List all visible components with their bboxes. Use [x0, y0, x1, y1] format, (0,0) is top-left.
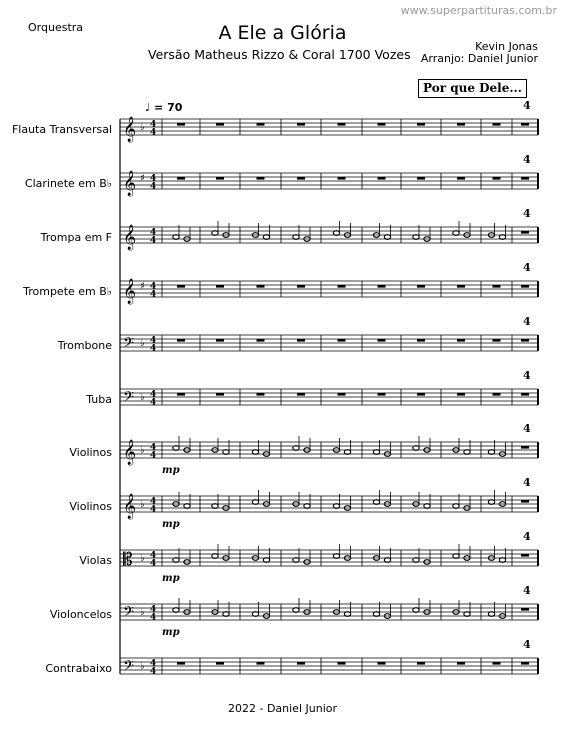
whole-rest [297, 339, 305, 342]
key-flat: ♭ [140, 122, 145, 133]
whole-rest [177, 123, 185, 126]
whole-rest [457, 393, 465, 396]
instrument-name: Violas [79, 554, 112, 567]
time-signature-bottom: 4 [150, 344, 157, 354]
whole-rest [457, 123, 465, 126]
time-signature-bottom: 4 [150, 451, 157, 461]
whole-rest [257, 393, 265, 396]
time-signature-bottom: 4 [150, 505, 157, 515]
note-head [453, 504, 459, 509]
note-head [413, 608, 419, 613]
note-head [333, 231, 339, 236]
whole-rest [177, 339, 185, 342]
whole-rest [521, 123, 529, 126]
whole-rest [257, 339, 265, 342]
next-time-signature: 4 [523, 369, 531, 382]
instrument-name: Trombone [57, 339, 112, 352]
arranger: Arranjo: Daniel Junior [420, 52, 538, 65]
key-flat: ♭ [140, 338, 145, 349]
note-head [384, 558, 390, 563]
note-head [373, 500, 379, 505]
time-signature-top: 4 [150, 390, 157, 400]
note-head [173, 608, 179, 613]
note-head [173, 558, 179, 563]
clef-treble: 𝄞 [123, 279, 137, 304]
time-signature-bottom: 4 [150, 613, 157, 623]
whole-rest [216, 123, 224, 126]
note-head [263, 235, 269, 240]
whole-rest [493, 177, 501, 180]
key-flat: ♭ [140, 553, 145, 564]
time-signature-top: 4 [150, 443, 157, 453]
ensemble-label: Orquestra [28, 21, 84, 34]
note-head [263, 558, 269, 563]
whole-rest [216, 285, 224, 288]
note-head [212, 554, 218, 559]
note-head [464, 612, 470, 617]
whole-rest [457, 662, 465, 665]
key-sharp: ♯ [140, 281, 145, 292]
time-signature-top: 4 [150, 497, 157, 507]
time-signature-top: 4 [150, 174, 157, 184]
note-head [252, 450, 258, 455]
whole-rest [338, 339, 346, 342]
whole-rest [521, 339, 529, 342]
whole-rest [417, 339, 425, 342]
whole-rest [521, 608, 529, 611]
note-head [424, 504, 430, 509]
whole-rest [493, 393, 501, 396]
note-head [344, 450, 350, 455]
whole-rest [521, 177, 529, 180]
note-head [488, 450, 494, 455]
whole-rest [417, 177, 425, 180]
whole-rest [378, 285, 386, 288]
key-sharp: ♯ [140, 173, 145, 184]
note-head [252, 500, 258, 505]
score-subtitle: Versão Matheus Rizzo & Coral 1700 Vozes [148, 47, 411, 62]
whole-rest [216, 339, 224, 342]
whole-rest [378, 393, 386, 396]
note-head [453, 231, 459, 236]
score-title: A Ele a Glória [218, 22, 347, 44]
note-head [223, 450, 229, 455]
dynamic-marking: mp [162, 465, 180, 476]
next-time-signature: 4 [523, 638, 531, 651]
time-signature-top: 4 [150, 659, 157, 669]
whole-rest [297, 662, 305, 665]
instrument-name: Tuba [86, 393, 112, 406]
note-head [293, 235, 299, 240]
next-time-signature: 4 [523, 261, 531, 274]
whole-rest [417, 393, 425, 396]
note-head [464, 450, 470, 455]
next-time-signature: 4 [523, 584, 531, 597]
instrument-name: Trompete em B♭ [23, 285, 112, 298]
instrument-name: Violoncelos [49, 608, 112, 621]
time-signature-bottom: 4 [150, 182, 157, 192]
whole-rest [297, 177, 305, 180]
whole-rest [521, 393, 529, 396]
whole-rest [521, 285, 529, 288]
note-head [333, 554, 339, 559]
whole-rest [338, 177, 346, 180]
time-signature-top: 4 [150, 336, 157, 346]
whole-rest [338, 393, 346, 396]
note-head [488, 500, 494, 505]
whole-rest [338, 285, 346, 288]
time-signature-bottom: 4 [150, 236, 157, 246]
whole-rest [177, 393, 185, 396]
whole-rest [493, 285, 501, 288]
whole-rest [493, 339, 501, 342]
time-signature-top: 4 [150, 282, 157, 292]
clef-treble: 𝄞 [123, 494, 137, 519]
whole-rest [297, 285, 305, 288]
time-signature-top: 4 [150, 120, 157, 130]
next-time-signature: 4 [523, 315, 531, 328]
whole-rest [417, 123, 425, 126]
note-head [223, 612, 229, 617]
note-head [384, 235, 390, 240]
note-head [293, 558, 299, 563]
whole-rest [457, 177, 465, 180]
key-flat: ♭ [140, 661, 145, 672]
whole-rest [493, 662, 501, 665]
clef-treble: 𝄞 [123, 440, 137, 465]
whole-rest [417, 662, 425, 665]
note-head [499, 558, 505, 563]
whole-rest [378, 662, 386, 665]
whole-rest [378, 339, 386, 342]
note-head [293, 446, 299, 451]
whole-rest [297, 393, 305, 396]
next-time-signature: 4 [523, 530, 531, 543]
clef-bass: 𝄢 [123, 658, 134, 678]
note-head [373, 450, 379, 455]
whole-rest [216, 393, 224, 396]
whole-rest [177, 285, 185, 288]
whole-rest [378, 123, 386, 126]
whole-rest [521, 231, 529, 234]
next-time-signature: 4 [523, 153, 531, 166]
time-signature-bottom: 4 [150, 559, 157, 569]
footer-credit: 2022 - Daniel Junior [227, 702, 337, 715]
time-signature-bottom: 4 [150, 290, 157, 300]
instrument-name: Contrabaixo [45, 662, 112, 675]
whole-rest [216, 177, 224, 180]
clef-treble: 𝄞 [123, 171, 137, 196]
whole-rest [338, 662, 346, 665]
note-head [333, 504, 339, 509]
whole-rest [521, 662, 529, 665]
key-flat: ♭ [140, 499, 145, 510]
next-time-signature: 4 [523, 207, 531, 220]
whole-rest [417, 285, 425, 288]
composer: Kevin Jonas [475, 40, 538, 53]
whole-rest [257, 662, 265, 665]
clef-bass: 𝄢 [123, 604, 134, 624]
whole-rest [257, 123, 265, 126]
note-head [413, 446, 419, 451]
tempo-marking: ♩ = 70 [145, 101, 183, 114]
note-head [173, 446, 179, 451]
whole-rest [177, 177, 185, 180]
time-signature-bottom: 4 [150, 667, 157, 677]
whole-rest [457, 285, 465, 288]
whole-rest [216, 662, 224, 665]
note-head [252, 612, 258, 617]
note-head [173, 235, 179, 240]
whole-rest [257, 177, 265, 180]
next-time-signature: 4 [523, 422, 531, 435]
whole-rest [338, 123, 346, 126]
dynamic-marking: mp [162, 627, 180, 638]
whole-rest [177, 662, 185, 665]
key-flat: ♭ [140, 445, 145, 456]
note-head [488, 612, 494, 617]
key-flat: ♭ [140, 392, 145, 403]
whole-rest [257, 285, 265, 288]
rehearsal-mark: Por que Dele... [418, 79, 527, 98]
instrument-name: Violinos [69, 446, 112, 459]
whole-rest [378, 177, 386, 180]
dynamic-marking: mp [162, 519, 180, 530]
time-signature-bottom: 4 [150, 128, 157, 138]
whole-rest [457, 339, 465, 342]
clef-treble: 𝄞 [123, 225, 137, 250]
instrument-name: Clarinete em B♭ [24, 177, 112, 190]
note-head [184, 504, 190, 509]
instrument-name: Flauta Transversal [11, 123, 112, 136]
whole-rest [297, 123, 305, 126]
note-head [413, 235, 419, 240]
clef-bass: 𝄢 [123, 389, 134, 409]
note-head [499, 235, 505, 240]
next-time-signature: 4 [523, 476, 531, 489]
time-signature-bottom: 4 [150, 398, 157, 408]
note-head [344, 612, 350, 617]
clef-bass: 𝄢 [123, 335, 134, 355]
whole-rest [521, 500, 529, 503]
instrument-name: Violinos [69, 500, 112, 513]
note-head [293, 608, 299, 613]
next-time-signature: 4 [523, 99, 531, 112]
note-head [413, 558, 419, 563]
time-signature-top: 4 [150, 605, 157, 615]
note-head [212, 231, 218, 236]
key-flat: ♭ [140, 607, 145, 618]
note-head [304, 504, 310, 509]
time-signature-top: 4 [150, 228, 157, 238]
clef-treble: 𝄞 [123, 117, 137, 142]
dynamic-marking: mp [162, 573, 180, 584]
whole-rest [521, 446, 529, 449]
watermark: www.superpartituras.com.br [400, 4, 557, 17]
whole-rest [521, 554, 529, 557]
note-head [453, 554, 459, 559]
note-head [212, 504, 218, 509]
whole-rest [493, 123, 501, 126]
time-signature-top: 4 [150, 551, 157, 561]
note-head [373, 612, 379, 617]
clef-alto: 𝄡 [123, 550, 133, 570]
instrument-name: Trompa em F [40, 231, 112, 244]
